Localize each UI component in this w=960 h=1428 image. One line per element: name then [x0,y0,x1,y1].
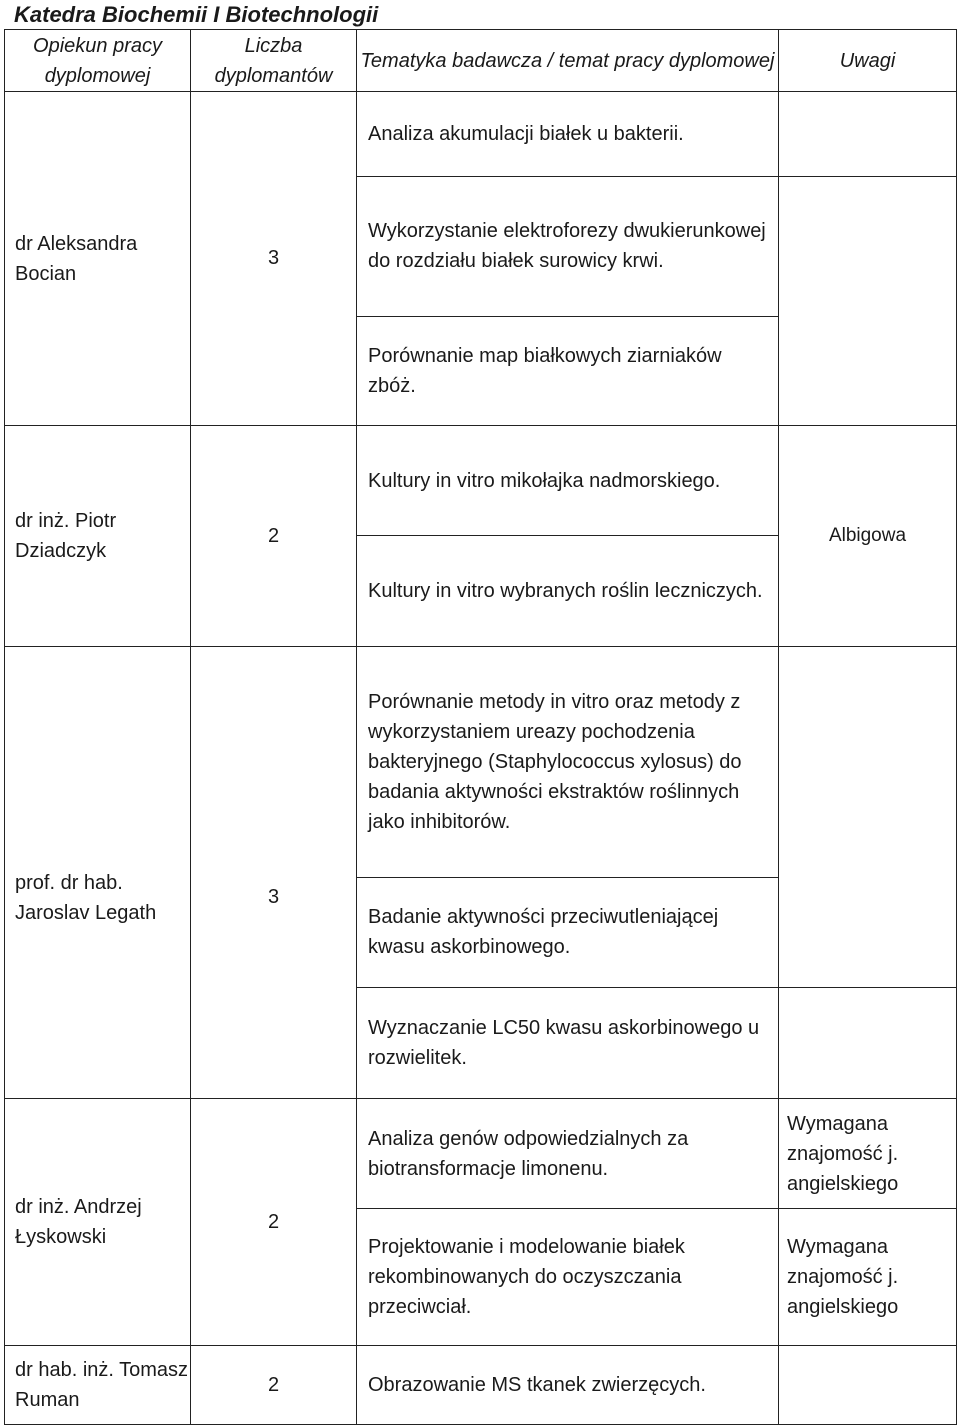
count-cell: 3 [191,647,357,1099]
topic-item: Badanie aktywności przeciwutleniającej kwasu askorbinowego. [357,878,778,988]
topic-item: Porównanie metody in vitro oraz metody z wykorzystaniem ureazy pochodzenia bakteryjnego (Staphylococcus xylosus) do badania aktywności ekstraktów roślinnych jako inhibitorów. [357,648,778,878]
supervisor-cell: prof. dr hab. Jaroslav Legath [5,647,191,1099]
topic-item: Porównanie map białkowych ziarniaków zbóż. [368,344,722,397]
supervisor-cell: dr inż. Piotr Dziadczyk [5,426,191,647]
notes-cell [779,647,957,1099]
topic-item: Kultury in vitro mikołajka nadmorskiego. [357,426,778,536]
topic-item: Wyznaczanie LC50 kwasu askorbinowego u rozwielitek. [368,1016,760,1069]
table-row [5,647,957,1099]
header-count: Liczba dyplomantów [191,30,357,92]
table-row [5,1346,957,1425]
notes-cell [779,1346,957,1425]
topic-item: Analiza akumulacji białek u bakterii. [357,93,778,177]
table-row [5,92,957,426]
count-cell: 3 [191,92,357,426]
supervisor-cell: dr Aleksandra Bocian [5,92,191,426]
topic-item: Projektowanie i modelowanie białek rekombinowanych do oczyszczania przeciwciał. [368,1236,685,1318]
header-topic: Tematyka badawcza / temat pracy dyplomowej [357,30,779,92]
table-header-row [5,30,957,92]
note-item: Wymagana znajomość j. angielskiego [787,1236,899,1318]
header-supervisor: Opiekun pracy dyplomowej [5,30,191,92]
count-cell: 2 [191,1346,357,1425]
topics-cell [357,92,779,426]
topic-item: Analiza genów odpowiedzialnych za biotransformacje limonenu. [357,1099,778,1209]
supervisor-cell: dr inż. Andrzej Łyskowski [5,1099,191,1346]
count-cell: 2 [191,1099,357,1346]
thesis-topics-table [4,29,957,1425]
note-item: Wymagana znajomość j. angielskiego [779,1099,956,1209]
notes-cell [779,1099,957,1346]
topic-item: Wykorzystanie elektroforezy dwukierunkowej do rozdziału białek surowicy krwi. [357,177,778,317]
header-notes: Uwagi [779,30,957,92]
topics-cell [357,426,779,647]
note-cell: Albigowa [779,426,957,647]
supervisor-cell: dr hab. inż. Tomasz Ruman [5,1346,191,1425]
count-cell: 2 [191,426,357,647]
table-row [5,1099,957,1346]
topic-item: Obrazowanie MS tkanek zwierzęcych. [368,1374,706,1396]
page-title: Katedra Biochemii I Biotechnologii [14,2,379,27]
topics-cell [357,1346,779,1425]
topics-cell [357,1099,779,1346]
notes-cell [779,92,957,426]
topics-cell [357,647,779,1099]
table-row [5,426,957,647]
topic-item: Kultury in vitro wybranych roślin leczniczych. [368,580,763,602]
